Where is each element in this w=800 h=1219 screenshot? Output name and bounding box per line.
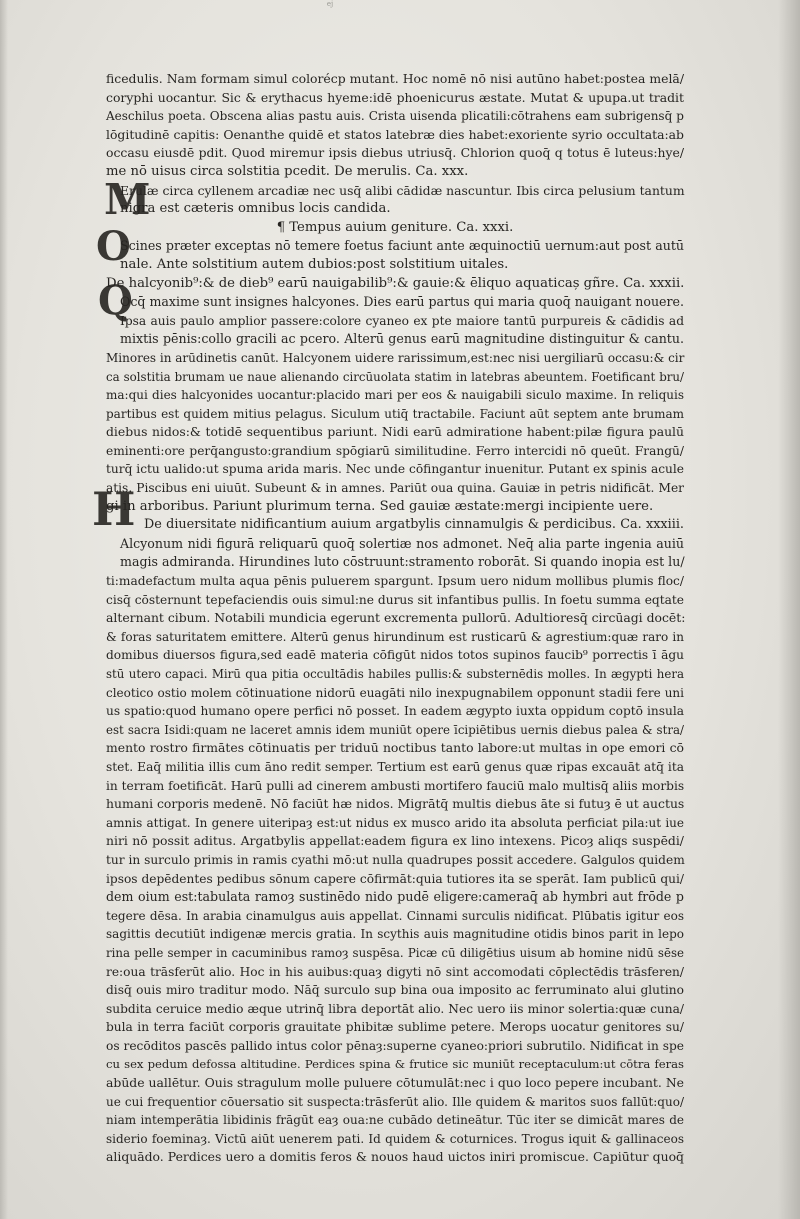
text-line: occasu eiusdē pdit. Quod miremur ipsis diebus utriusq̄. Chlorion quoq̄ q totus ē luteus:hye/ — [106, 145, 684, 161]
text-line: est sacra Isidi:quam ne laceret amnis idem muniūt opere īcipiētibus uernis diebus palea & stra/ — [106, 722, 684, 737]
text-line: Alcyonum nidi figurā reliquarū quoq̄ solertiæ nos admonet. Neq̄ alia parte ingenia auiū — [120, 535, 684, 551]
text-line: gi in arboribus. Pariunt plurimum terna. Sed gauiæ æstate:mergi incipiente uere. — [106, 498, 654, 514]
text-line: Ipsa auis paulo amplior passere:colore cyaneo ex pte maiore tantū purpureis & cādidis ad — [120, 313, 684, 328]
page-edge-shadow-right — [778, 0, 800, 1219]
text-line: dem oium est:tabulata ramoȝ sustinēdo nido pudē eligere:cameraq̄ ab hymbri aut frōde p — [106, 889, 684, 905]
text-line: Minores in arūdinetis canūt. Halcyonem uidere rarissimum,est:nec nisi uergiliarū occasu:& cir — [106, 350, 685, 365]
drop-cap-m: M — [104, 175, 151, 224]
text-line: mento rostro firmātes cōtinuatis per triduū noctibus tanto labore:ut multas in ope emori cō — [106, 740, 684, 756]
text-line: atis. Piscibus eni uiuūt. Subeunt & in amnes. Pariūt oua quina. Gauiæ in petris nidificāt. Mer — [106, 481, 684, 496]
text-line: ma:qui dies halcyonides uocantur:placido mari per eos & nauigabili siculo maxime. In reliquis — [106, 388, 684, 403]
text-line: Ocq̄ maxime sunt insignes halcyones. Dies earū partus qui maria quoq̄ nauigant nouere. — [120, 294, 684, 310]
text-line: cisq̄ cōsternunt tepefaciendis ouis simul:ne durus sit infantibus pullis. In foetu summa eqtate — [106, 592, 684, 607]
text-line: cleotico ostio molem cōtinuatione nidorū euagāti nilo inexpugnabilem opponunt stadii fere uni — [106, 685, 684, 700]
text-line: abūde uallētur. Ouis stragulum molle puluere cōtumulāt:nec i quo loco pepere incubant. Ne — [106, 1075, 684, 1091]
text-line: cu sex pedum defossa altitudine. Perdices spina & frutice sic muniūt receptaculum:ut cōtra feras — [106, 1057, 684, 1072]
chapter-heading-line: me nō uisus circa solstitia pcedit. De merulis. Ca. xxx. — [106, 163, 469, 179]
text-line: domibus diuersos figura,sed eadē materia cōfigūt nidos totos supinos faucib⁹ porrectis ī āgu — [106, 648, 684, 663]
text-line: Aeschilus poeta. Obscena alias pastu auis. Crista uisenda plicatili:cōtrahens eam subrigensq̄ p — [106, 109, 684, 124]
text-line: humani corporis medenē. Nō faciūt hæ nidos. Migrātq̄ multis diebus āte si futuȝ ē ut auctus — [106, 796, 685, 812]
text-line: os recōditos pascēs pallido intus color pēnaȝ:superne cyaneo:priori subrutilo. Nidificat in spe — [106, 1038, 684, 1053]
text-line: ipsos depēdentes pedibus sōnum capere cōfirmāt:quia tutiores ita se sperāt. Iam publicū qui/ — [106, 871, 684, 886]
text-line: re:oua trāsferūt alio. Hoc in his auibus:quaȝ digyti nō sint accomodati cōplectēdis trāsferen/ — [106, 964, 684, 979]
text-line: siderio foeminaȝ. Victū aiūt uenerem pati. Id quidem & coturnices. Trogus iquit & gallinaceos — [106, 1131, 684, 1146]
text-line: amnis attigat. In genere uiteripaȝ est:ut nidus ex musco arido ita absoluta perficiat pila:ut iue — [106, 815, 684, 830]
text-line: coryphi uocantur. Sic & erythacus hyeme:idē phoenicurus æstate. Mutat & upupa.ut tradit — [106, 89, 684, 105]
drop-cap-q: Q — [98, 277, 133, 324]
text-line: ca solstitia brumam ue naue alienando circūuolata statim in latebras abeuntem. Foetificant bru/ — [106, 369, 684, 384]
text-line: rina pelle semper in cacuminibus ramoȝ suspēsa. Picæ cū diligētius uisum ab homine nidū sēse — [106, 945, 684, 960]
text-line: magis admiranda. Hirundines luto cōstruunt:stramento roborāt. Si quando inopia est lu/ — [120, 554, 685, 570]
text-line: ficedulis. Nam formam simul colorécp mutant. Hoc nomē nō nisi autūno habet:postea melā/ — [106, 71, 684, 86]
text-line: nale. Ante solstitium autem dubios:post solstitium uitales. — [120, 256, 509, 272]
text-line: Scines præter exceptas nō temere foetus faciunt ante æquinoctiū uernum:aut post autū — [120, 238, 684, 254]
text-line: Erulæ circa cyllenem arcadiæ nec usq̄ alibi cādidæ nascuntur. Ibis circa pelusium tantum — [120, 182, 685, 198]
text-line: niri nō possit aditus. Argatbylis appellat:eadem figura ex lino intexens. Picoȝ aliqs suspēdi/ — [106, 833, 684, 849]
page-header-mark: ej — [326, 0, 334, 8]
text-line: lōgitudinē capitis: Oenanthe quidē et statos latebræ dies habet:exoriente syrio occultata:ab — [106, 126, 684, 142]
text-line: stet. Eaq̄ militia illis cum āno redit semper. Tertium est earū genus quæ ripas excauāt atq̄ ita — [106, 759, 684, 774]
text-line: alternant cibum. Notabili mundicia egerunt excrementa pullorū. Adultioresq̄ circūagi docēt: — [106, 610, 686, 626]
text-line: & foras saturitatem emittere. Alterū genus hirundinum est rusticarū & agrestium:quæ raro in — [106, 629, 684, 644]
text-line — [106, 1186, 684, 1205]
chapter-heading-line: ¶ Tempus auium geniture. Ca. xxxi. — [276, 219, 514, 235]
text-line: tur in surculo primis in ramis cyathi mō:ut nulla quadrupes possit accedere. Galgulos quidem — [106, 852, 685, 867]
chapter-heading-line: De diuersitate nidificantium auium argatbylis cinnamulgis & perdicibus. Ca. xxxiii. — [144, 517, 684, 533]
text-line: nigra est cæteris omnibus locis candida. — [120, 201, 391, 217]
text-line: turq̄ ictu ualido:ut spuma arida maris. Nec unde cōfingantur inuenitur. Putant ex spinis acule — [106, 462, 684, 477]
text-line: partibus est quidem mitius pelagus. Siculum utiq̄ tractabile. Faciunt aūt septem ante brumam — [106, 406, 684, 421]
text-line: ue cui frequentior cōuersatio sit suspecta:trāsferūt alio. Ille quidem & maritos suos fallūt:quo/ — [106, 1094, 684, 1109]
text-line: disq̄ ouis miro traditur modo. Nāq̄ surculo sup bina oua imposito ac ferruminato alui glutino — [106, 983, 684, 998]
text-line — [106, 1167, 684, 1186]
text-line: mixtis pēnis:collo gracili ac pcero. Alterū genus earū magnitudine distinguitur & cantu. — [120, 331, 684, 347]
text-line: us spatio:quod humano opere perfici nō posset. In eadem ægypto iuxta oppidum coptō insula — [106, 704, 684, 719]
text-line: niam intemperātia libidinis frāgūt eaȝ oua:ne cubādo detineātur. Tūc iter se dimicāt mares de — [106, 1113, 684, 1128]
drop-cap-o: O — [96, 223, 131, 270]
text-line: tegere dēsa. In arabia cinamulgus auis appellat. Cinnami surculis nidificat. Plūbatis igitur eos — [106, 908, 684, 923]
text-line: in terram foetificāt. Harū pulli ad cinerem ambusti mortifero fauciū malo multisq̄ aliis morbis — [106, 778, 685, 793]
text-line: aliquādo. Perdices uero a domitis feros & nouos haud uictos iniri promiscue. Capiūtur quoq̄ — [106, 1149, 684, 1165]
text-line: subdita ceruice medio æque utrinq̄ libra deportāt alio. Nec uero iis minor solertia:quæ cuna/ — [106, 1001, 684, 1016]
text-line: stū utero capaci. Mirū qua pitia occultādis habiles pullis:& substernēdis molles. In ægypti hera — [106, 667, 684, 681]
page-edge-shadow-left — [0, 0, 8, 1219]
text-line: ti:madefactum multa aqua pēnis puluerem spargunt. Ipsum uero nidum mollibus plumis floc/ — [106, 574, 684, 589]
text-column — [106, 70, 684, 1204]
text-line: diebus nidos:& totidē sequentibus pariunt. Nidi earū admiratione habent:pilæ figura paulū — [106, 424, 684, 440]
text-line: bula in terra faciūt corporis grauitate phibitæ sublime petere. Merops uocatur genitores su/ — [106, 1020, 684, 1035]
drop-cap-h: H — [92, 482, 136, 536]
text-line: sagittis decutiūt indigenæ mercis gratia. In scythis auis magnitudine otidis binos parit in lepo — [106, 927, 684, 942]
chapter-heading-line: De halcyonib⁹:& de dieb⁹ earū nauigabilib⁹:& gauie:& ēliquo aquaticaș gñre. Ca. xxxii. — [106, 275, 685, 291]
text-line: eminenti:ore perq̄angusto:grandium spōgiarū similitudine. Ferro intercidi nō queūt. Frangū/ — [106, 443, 684, 458]
